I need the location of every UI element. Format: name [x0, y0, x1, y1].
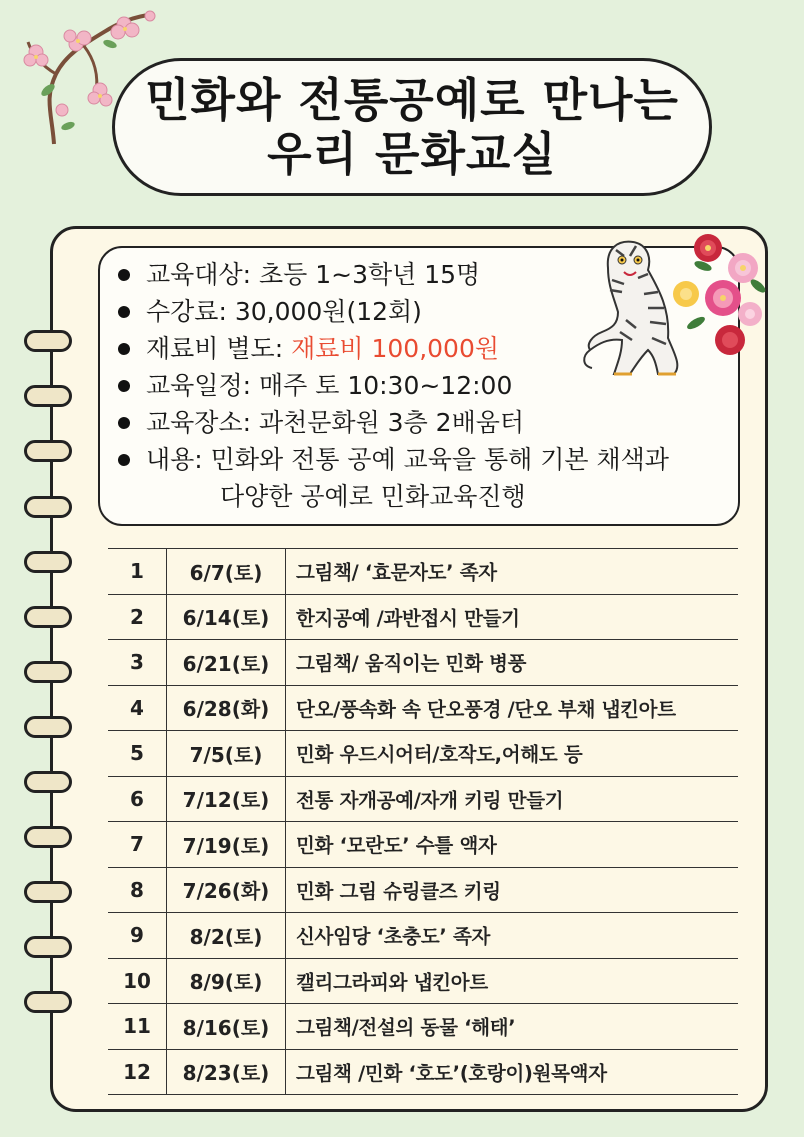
- bullet-icon: [118, 269, 130, 281]
- table-row: [108, 867, 738, 913]
- page-title-line-1: 민화와 전통공예로 만나는: [145, 73, 679, 127]
- session-number: 4: [108, 685, 167, 731]
- session-date: 8/9(토): [167, 958, 286, 1004]
- notebook-ring-icon: [24, 826, 72, 848]
- session-content: 전통 자개공예/자개 키링 만들기: [286, 776, 739, 822]
- info-place: [114, 404, 724, 441]
- session-content: 민화 ‘모란도’ 수틀 액자: [286, 822, 739, 868]
- table-row: [108, 958, 738, 1004]
- schedule-table-body: [108, 549, 738, 1095]
- session-content: 그림책 /민화 ‘호도’(호랑이)원목액자: [286, 1049, 739, 1095]
- session-date: 8/2(토): [167, 913, 286, 959]
- info-place-text: 교육장소: 과천문화원 3층 2배움터: [146, 408, 525, 437]
- notebook-ring-icon: [24, 991, 72, 1013]
- table-row: [108, 776, 738, 822]
- session-number: 5: [108, 731, 167, 777]
- tiger-figure: [584, 242, 677, 374]
- info-fee-text: 수강료: 30,000원(12회): [146, 297, 422, 326]
- notebook-ring-icon: [24, 771, 72, 793]
- session-date: 6/7(토): [167, 549, 286, 595]
- notebook-ring-icon: [24, 385, 72, 407]
- page-title-line-2: 우리 문화교실: [267, 127, 557, 181]
- title-banner: [112, 58, 712, 196]
- session-number: 12: [108, 1049, 167, 1095]
- session-content: 그림책/ ‘효문자도’ 족자: [286, 549, 739, 595]
- table-row: [108, 640, 738, 686]
- notebook-ring-icon: [24, 881, 72, 903]
- session-number: 9: [108, 913, 167, 959]
- info-content-continuation: 다양한 공예로 민화교육진행: [220, 482, 526, 511]
- info-target-text: 교육대상: 초등 1~3학년 15명: [146, 260, 481, 289]
- notebook-ring-icon: [24, 440, 72, 462]
- info-content: [114, 441, 724, 515]
- session-content: 민화 우드시어터/호작도,어해도 등: [286, 731, 739, 777]
- table-row: [108, 594, 738, 640]
- session-number: 11: [108, 1004, 167, 1050]
- bullet-icon: [118, 306, 130, 318]
- table-row: [108, 1049, 738, 1095]
- table-row: [108, 549, 738, 595]
- peony-flowers: [673, 234, 767, 355]
- session-date: 8/23(토): [167, 1049, 286, 1095]
- info-material-label: 재료비 별도:: [146, 334, 292, 363]
- session-content: 신사임당 ‘초충도’ 족자: [286, 913, 739, 959]
- session-number: 2: [108, 594, 167, 640]
- bullet-icon: [118, 343, 130, 355]
- table-row: [108, 1004, 738, 1050]
- session-number: 6: [108, 776, 167, 822]
- session-content: 단오/풍속화 속 단오풍경 /단오 부채 냅킨아트: [286, 685, 739, 731]
- notebook-ring-icon: [24, 661, 72, 683]
- info-material-highlight: 재료비 100,000원: [291, 334, 500, 363]
- notebook-ring-icon: [24, 551, 72, 573]
- notebook-ring-icon: [24, 936, 72, 958]
- table-row: [108, 822, 738, 868]
- table-row: [108, 685, 738, 731]
- session-content: 캘리그라피와 냅킨아트: [286, 958, 739, 1004]
- session-date: 6/14(토): [167, 594, 286, 640]
- session-number: 3: [108, 640, 167, 686]
- session-date: 6/28(화): [167, 685, 286, 731]
- session-date: 7/26(화): [167, 867, 286, 913]
- session-content: 그림책/전설의 동물 ‘해태’: [286, 1004, 739, 1050]
- session-number: 10: [108, 958, 167, 1004]
- session-date: 6/21(토): [167, 640, 286, 686]
- session-content: 민화 그림 슈링클즈 키링: [286, 867, 739, 913]
- notebook-ring-icon: [24, 496, 72, 518]
- session-date: 7/5(토): [167, 731, 286, 777]
- bullet-icon: [118, 380, 130, 392]
- session-number: 1: [108, 549, 167, 595]
- notebook-ring-icon: [24, 716, 72, 738]
- schedule-table: [108, 548, 738, 1095]
- info-content-text: 내용: 민화와 전통 공예 교육을 통해 기본 채색과: [146, 445, 669, 474]
- notebook-ring-icon: [24, 606, 72, 628]
- table-row: [108, 731, 738, 777]
- notebook-ring-icon: [24, 330, 72, 352]
- session-date: 7/12(토): [167, 776, 286, 822]
- session-number: 7: [108, 822, 167, 868]
- session-content: 한지공예 /과반접시 만들기: [286, 594, 739, 640]
- session-date: 7/19(토): [167, 822, 286, 868]
- session-number: 8: [108, 867, 167, 913]
- info-schedule-text: 교육일정: 매주 토 10:30~12:00: [146, 371, 513, 400]
- bullet-icon: [118, 417, 130, 429]
- tiger-with-peonies-icon: [578, 228, 768, 388]
- table-row: [108, 913, 738, 959]
- bullet-icon: [118, 454, 130, 466]
- session-content: 그림책/ 움직이는 민화 병풍: [286, 640, 739, 686]
- session-date: 8/16(토): [167, 1004, 286, 1050]
